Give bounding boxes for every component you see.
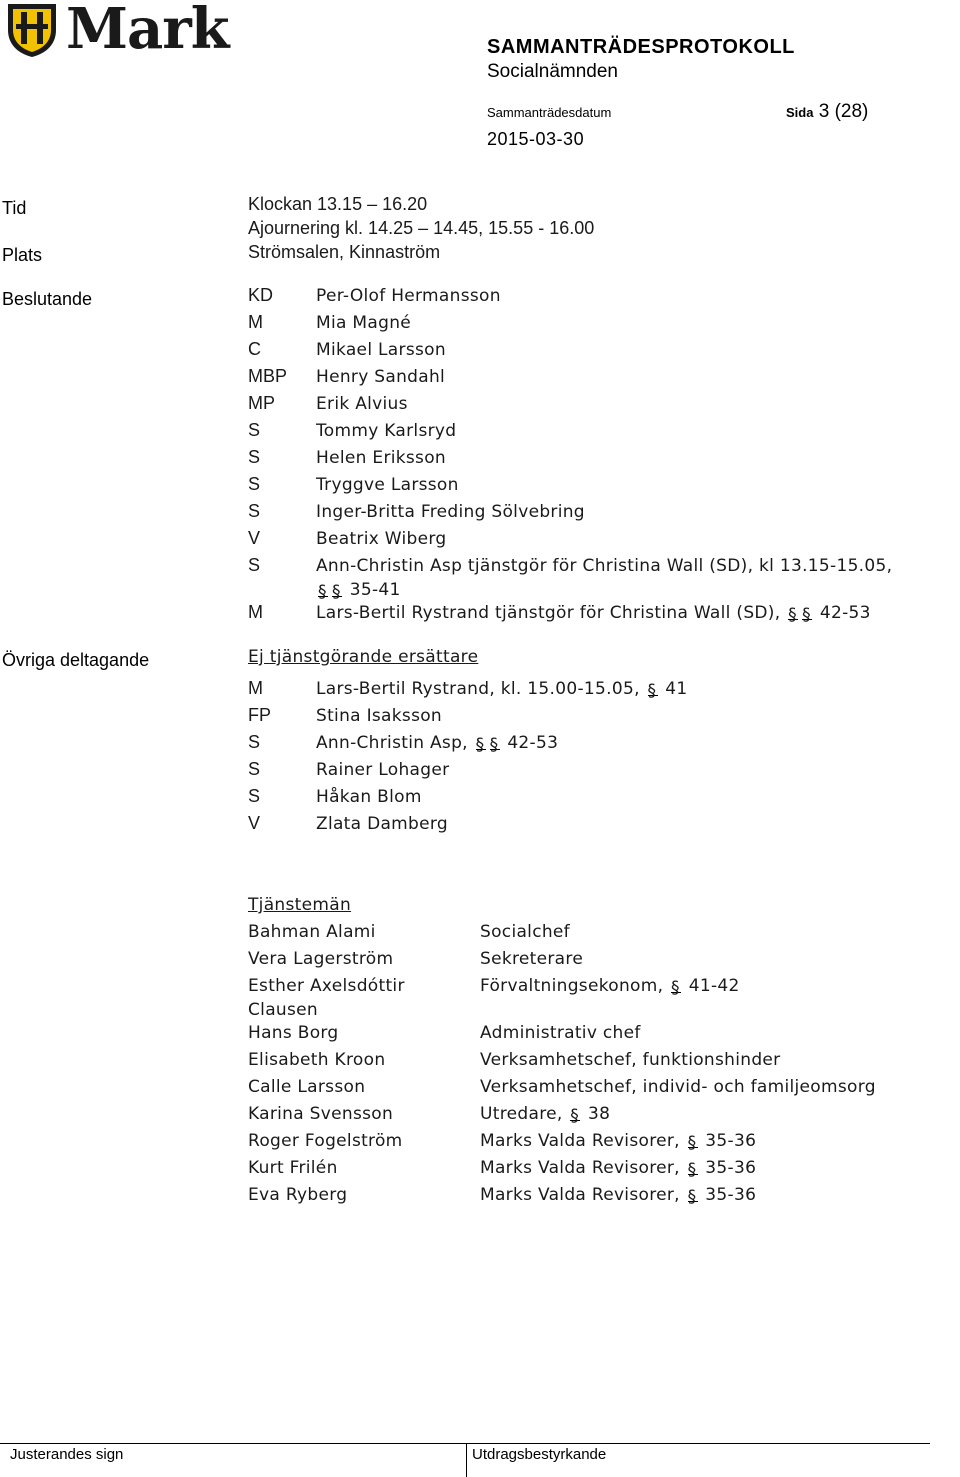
official-sections: 35-36 <box>705 1185 757 1205</box>
official-role: Socialchef <box>480 922 570 942</box>
substitute-party: S <box>248 786 261 806</box>
section-sign-icon: § <box>570 1106 580 1126</box>
substitute-party: FP <box>248 705 272 725</box>
member-party: C <box>248 339 261 359</box>
member-name: Helen Eriksson <box>316 448 446 468</box>
section-sign-icon: § <box>687 1133 697 1153</box>
substitute-name <box>316 679 687 699</box>
official-sections: 38 <box>588 1104 611 1124</box>
member-name: Mia Magné <box>316 313 412 333</box>
time-label: Tid <box>2 198 27 218</box>
coat-of-arms-icon <box>4 0 60 58</box>
member-party: V <box>248 528 261 548</box>
official-name: Karina Svensson <box>248 1104 394 1124</box>
official-role <box>480 1185 756 1205</box>
section-sign-icon: § <box>788 605 797 625</box>
substitute-sections: 42-53 <box>507 733 559 753</box>
official-sections: 41-42 <box>688 976 740 996</box>
member-party: MP <box>248 393 275 413</box>
section-sign-icon: § <box>671 978 680 998</box>
official-name: Hans Borg <box>248 1023 339 1043</box>
member-party: S <box>248 501 261 521</box>
official-sections: 35-36 <box>705 1158 757 1178</box>
substitute-party: S <box>248 759 261 779</box>
section-sign-icon: § <box>687 1187 697 1207</box>
footer-divider <box>0 1443 930 1444</box>
member-name: Mikael Larsson <box>316 340 446 360</box>
official-role <box>480 1131 756 1151</box>
member-name: Per-Olof Hermansson <box>316 286 501 306</box>
substitute-party: S <box>248 732 261 752</box>
substitute-sections: 41 <box>665 679 688 699</box>
section-sign-icon: § <box>332 582 341 602</box>
member-name-text: Lars-Bertil Rystrand tjänstgör för Christina Wall (SD), <box>316 603 781 623</box>
section-sign-icon: § <box>318 582 327 602</box>
official-name: Eva Ryberg <box>248 1185 348 1205</box>
document-title: SAMMANTRÄDESPROTOKOLL <box>487 36 795 58</box>
official-sections: 35-36 <box>705 1131 757 1151</box>
official-name-continuation: Clausen <box>248 1000 318 1020</box>
substitutes-heading: Ej tjänstgörande ersättare <box>248 647 479 667</box>
section-sign-icon: § <box>489 735 499 755</box>
official-role: Sekreterare <box>480 949 584 969</box>
member-sections: 35-41 <box>349 580 401 600</box>
member-name <box>316 603 871 623</box>
member-name: Inger-Britta Freding Sölvebring <box>316 502 585 522</box>
page-indicator <box>786 101 868 123</box>
official-role: Administrativ chef <box>480 1023 641 1043</box>
official-name: Roger Fogelström <box>248 1131 403 1151</box>
substitute-name-text: Ann-Christin Asp, <box>316 733 468 753</box>
official-name: Vera Lagerström <box>248 949 394 969</box>
officials-heading: Tjänstemän <box>248 895 352 915</box>
official-role <box>480 1158 756 1178</box>
substitute-name: Rainer Lohager <box>316 760 450 780</box>
substitute-name: Stina Isaksson <box>316 706 442 726</box>
meeting-date: 2015-03-30 <box>487 129 585 149</box>
section-sign-icon: § <box>475 735 485 755</box>
member-party: M <box>248 602 263 622</box>
place-label: Plats <box>2 245 43 265</box>
official-role-text: Marks Valda Revisorer, <box>480 1185 680 1205</box>
substitute-name: Håkan Blom <box>316 787 422 807</box>
member-name: Tryggve Larsson <box>316 475 459 495</box>
time-value: Klockan 13.15 – 16.20 <box>248 194 428 214</box>
substitute-party: V <box>248 813 261 833</box>
member-name: Ann-Christin Asp tjänstgör för Christina Wall (SD), kl 13.15-15.05, <box>316 556 893 576</box>
footer-column-separator <box>466 1443 467 1477</box>
member-sections: 42-53 <box>819 603 871 623</box>
substitute-party: M <box>248 678 263 698</box>
official-name: Calle Larsson <box>248 1077 366 1097</box>
official-role-text: Marks Valda Revisorer, <box>480 1131 680 1151</box>
section-sign-icon: § <box>802 605 811 625</box>
official-name: Bahman Alami <box>248 922 376 942</box>
official-role <box>480 976 740 996</box>
section-sign-icon: § <box>687 1160 697 1180</box>
member-name: Erik Alvius <box>316 394 408 414</box>
member-party: S <box>248 555 261 575</box>
official-role: Verksamhetschef, funktionshinder <box>480 1050 781 1070</box>
member-name: Tommy Karlsryd <box>316 421 457 441</box>
official-name: Kurt Frilén <box>248 1158 338 1178</box>
official-role-text: Förvaltningsekonom, <box>480 976 664 996</box>
place-value: Strömsalen, Kinnaström <box>248 242 441 262</box>
logo-wordmark: Mark <box>66 0 229 62</box>
municipality-logo <box>4 0 229 62</box>
others-label: Övriga deltagande <box>2 650 150 670</box>
official-role: Verksamhetschef, individ- och familjeomsorg <box>480 1077 876 1097</box>
member-name: Henry Sandahl <box>316 367 446 387</box>
section-sign-icon: § <box>647 681 657 701</box>
footer-signature-label: Justerandes sign <box>10 1446 124 1463</box>
member-party: MBP <box>248 366 288 386</box>
official-role <box>480 1104 610 1124</box>
substitute-name <box>316 733 558 753</box>
substitute-name: Zlata Damberg <box>316 814 448 834</box>
decision-makers-label: Beslutande <box>2 289 93 309</box>
member-party: M <box>248 312 263 332</box>
page-number: 3 (28) <box>818 101 869 122</box>
official-role-text: Marks Valda Revisorer, <box>480 1158 680 1178</box>
substitute-name-text: Lars-Bertil Rystrand, kl. 15.00-15.05, <box>316 679 640 699</box>
official-role-text: Utredare, <box>480 1104 563 1124</box>
organization-name: Socialnämnden <box>487 61 618 82</box>
member-party: S <box>248 474 261 494</box>
footer-extract-label: Utdragsbestyrkande <box>472 1446 607 1463</box>
date-label: Sammanträdesdatum <box>487 105 612 120</box>
adjournment-value: Ajournering kl. 14.25 – 14.45, 15.55 - 16.00 <box>248 218 595 238</box>
member-name: Beatrix Wiberg <box>316 529 447 549</box>
member-party: S <box>248 420 261 440</box>
page-label: Sida <box>786 105 814 120</box>
member-party: S <box>248 447 261 467</box>
member-name-continuation <box>316 580 401 600</box>
member-party: KD <box>248 285 274 305</box>
official-name: Elisabeth Kroon <box>248 1050 386 1070</box>
official-name: Esther Axelsdóttir <box>248 976 405 996</box>
